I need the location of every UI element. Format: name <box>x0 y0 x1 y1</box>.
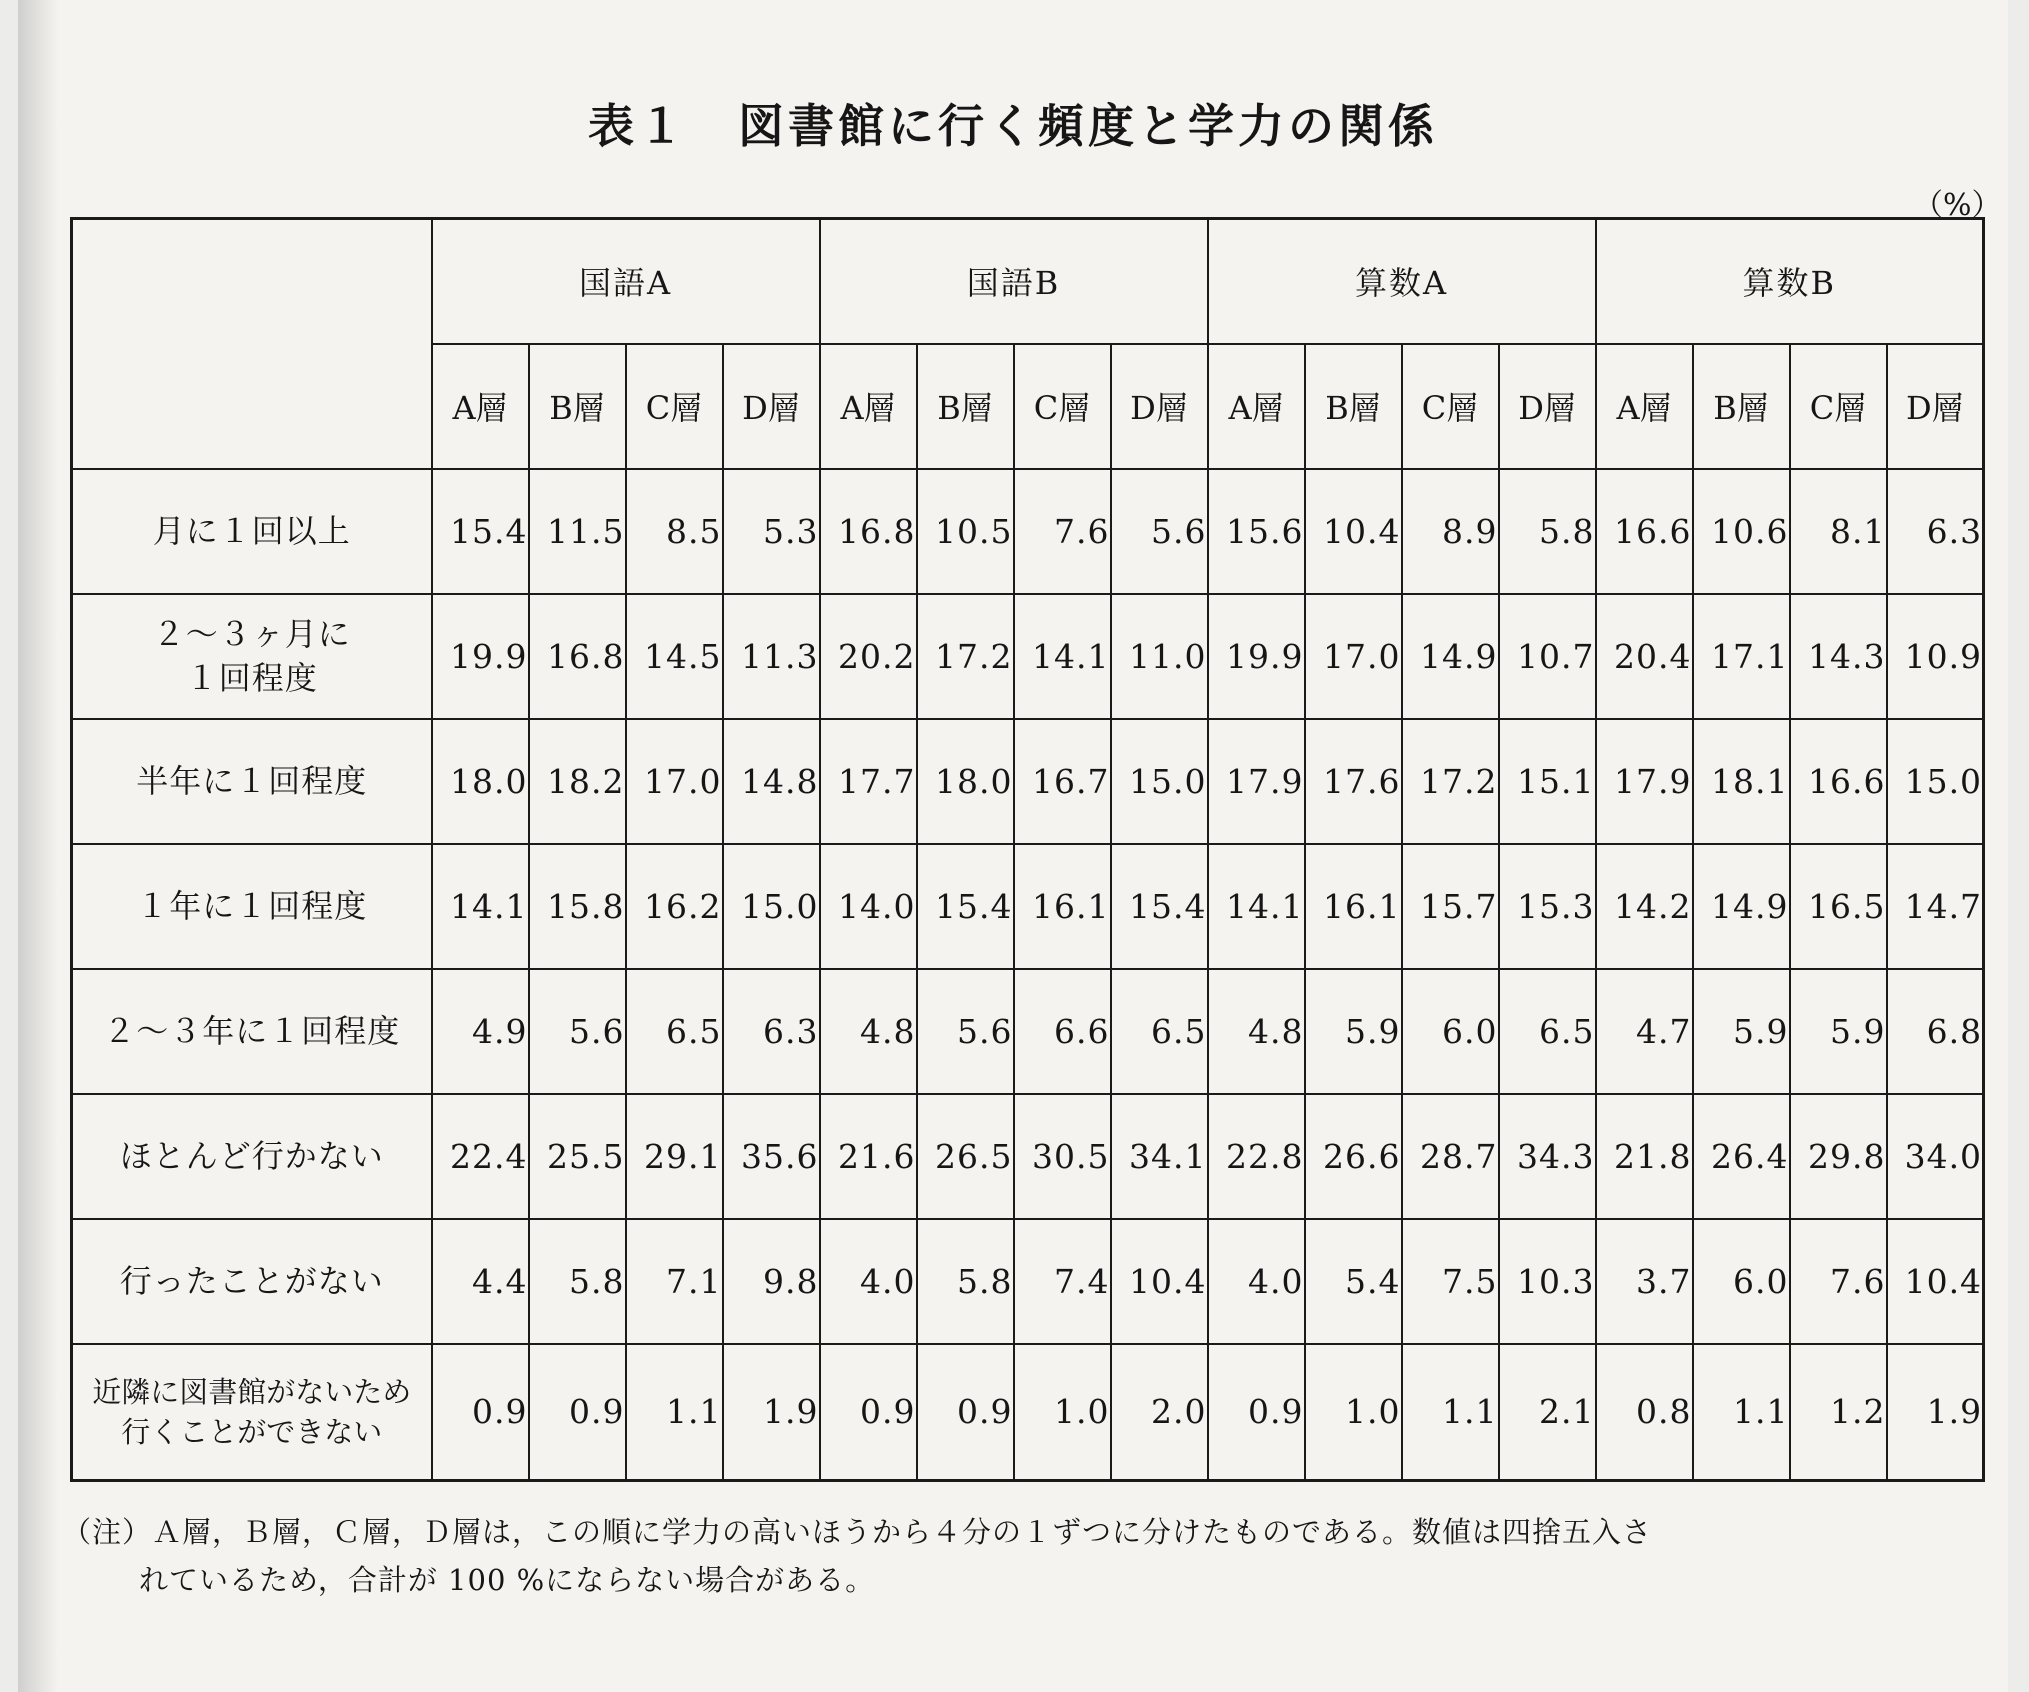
value-cell: 1.1 <box>1402 1344 1499 1481</box>
subject-header: 算数B <box>1596 219 1984 344</box>
value-cell: 14.0 <box>820 844 917 969</box>
value-cell: 0.9 <box>432 1344 529 1481</box>
value-cell: 20.2 <box>820 594 917 719</box>
value-cell: 17.0 <box>1305 594 1402 719</box>
row-label: 行ったことがない <box>72 1219 432 1344</box>
row-label: 月に１回以上 <box>72 469 432 594</box>
value-cell: 18.0 <box>432 719 529 844</box>
value-cell: 6.8 <box>1887 969 1984 1094</box>
layer-header: A層 <box>1208 344 1305 469</box>
data-table <box>70 217 1985 1482</box>
value-cell: 8.9 <box>1402 469 1499 594</box>
value-cell: 14.1 <box>432 844 529 969</box>
value-cell: 16.1 <box>1305 844 1402 969</box>
value-cell: 4.7 <box>1596 969 1693 1094</box>
layer-header: C層 <box>1790 344 1887 469</box>
value-cell: 17.1 <box>1693 594 1790 719</box>
value-cell: 15.1 <box>1499 719 1596 844</box>
value-cell: 17.9 <box>1208 719 1305 844</box>
value-cell: 16.6 <box>1596 469 1693 594</box>
value-cell: 7.6 <box>1014 469 1111 594</box>
value-cell: 25.5 <box>529 1094 626 1219</box>
row-label: 半年に１回程度 <box>72 719 432 844</box>
subject-header: 国語B <box>820 219 1208 344</box>
value-cell: 10.5 <box>917 469 1014 594</box>
layer-header: B層 <box>1693 344 1790 469</box>
corner-cell <box>72 219 432 469</box>
value-cell: 5.3 <box>723 469 820 594</box>
value-cell: 1.1 <box>1693 1344 1790 1481</box>
value-cell: 6.0 <box>1693 1219 1790 1344</box>
value-cell: 15.4 <box>917 844 1014 969</box>
value-cell: 14.3 <box>1790 594 1887 719</box>
table-row <box>72 1344 1984 1481</box>
table-row <box>72 969 1984 1094</box>
value-cell: 15.0 <box>1111 719 1208 844</box>
table-row <box>72 1094 1984 1219</box>
row-label: 近隣に図書館がないため 行くことができない <box>72 1344 432 1481</box>
value-cell: 5.6 <box>529 969 626 1094</box>
layer-header: C層 <box>1402 344 1499 469</box>
value-cell: 10.4 <box>1305 469 1402 594</box>
value-cell: 16.8 <box>529 594 626 719</box>
value-cell: 17.0 <box>626 719 723 844</box>
value-cell: 19.9 <box>1208 594 1305 719</box>
value-cell: 22.4 <box>432 1094 529 1219</box>
value-cell: 21.8 <box>1596 1094 1693 1219</box>
value-cell: 15.7 <box>1402 844 1499 969</box>
value-cell: 0.8 <box>1596 1344 1693 1481</box>
value-cell: 4.0 <box>820 1219 917 1344</box>
value-cell: 17.6 <box>1305 719 1402 844</box>
value-cell: 18.2 <box>529 719 626 844</box>
value-cell: 10.3 <box>1499 1219 1596 1344</box>
subject-header-row <box>72 219 1984 344</box>
value-cell: 14.5 <box>626 594 723 719</box>
value-cell: 4.8 <box>1208 969 1305 1094</box>
value-cell: 20.4 <box>1596 594 1693 719</box>
value-cell: 5.4 <box>1305 1219 1402 1344</box>
value-cell: 8.5 <box>626 469 723 594</box>
value-cell: 26.4 <box>1693 1094 1790 1219</box>
layer-header: D層 <box>1499 344 1596 469</box>
value-cell: 10.7 <box>1499 594 1596 719</box>
value-cell: 11.5 <box>529 469 626 594</box>
value-cell: 18.1 <box>1693 719 1790 844</box>
value-cell: 17.2 <box>1402 719 1499 844</box>
value-cell: 5.9 <box>1693 969 1790 1094</box>
value-cell: 6.0 <box>1402 969 1499 1094</box>
value-cell: 2.0 <box>1111 1344 1208 1481</box>
table-body <box>72 469 1984 1481</box>
value-cell: 10.4 <box>1111 1219 1208 1344</box>
value-cell: 14.2 <box>1596 844 1693 969</box>
value-cell: 8.1 <box>1790 469 1887 594</box>
value-cell: 29.1 <box>626 1094 723 1219</box>
value-cell: 1.0 <box>1305 1344 1402 1481</box>
layer-header: B層 <box>529 344 626 469</box>
value-cell: 1.0 <box>1014 1344 1111 1481</box>
table-title: 表１ 図書館に行く頻度と学力の関係 <box>588 99 1438 153</box>
layer-header: D層 <box>1887 344 1984 469</box>
value-cell: 10.9 <box>1887 594 1984 719</box>
value-cell: 35.6 <box>723 1094 820 1219</box>
value-cell: 29.8 <box>1790 1094 1887 1219</box>
value-cell: 21.6 <box>820 1094 917 1219</box>
layer-header: C層 <box>1014 344 1111 469</box>
value-cell: 15.3 <box>1499 844 1596 969</box>
value-cell: 6.5 <box>626 969 723 1094</box>
value-cell: 15.6 <box>1208 469 1305 594</box>
value-cell: 28.7 <box>1402 1094 1499 1219</box>
value-cell: 11.3 <box>723 594 820 719</box>
value-cell: 17.9 <box>1596 719 1693 844</box>
unit-label: （%） <box>1913 188 2002 223</box>
value-cell: 0.9 <box>529 1344 626 1481</box>
table-row <box>72 469 1984 594</box>
value-cell: 14.1 <box>1208 844 1305 969</box>
value-cell: 7.1 <box>626 1219 723 1344</box>
footnote-line-2: れているため，合計が 100 %にならない場合がある。 <box>139 1563 876 1597</box>
value-cell: 14.1 <box>1014 594 1111 719</box>
table-row <box>72 594 1984 719</box>
value-cell: 5.9 <box>1305 969 1402 1094</box>
value-cell: 34.3 <box>1499 1094 1596 1219</box>
value-cell: 2.1 <box>1499 1344 1596 1481</box>
value-cell: 5.8 <box>1499 469 1596 594</box>
document-page <box>18 0 2008 1692</box>
page-edge-shadow <box>18 0 58 1692</box>
value-cell: 5.9 <box>1790 969 1887 1094</box>
value-cell: 30.5 <box>1014 1094 1111 1219</box>
value-cell: 7.6 <box>1790 1219 1887 1344</box>
row-label: ２～３年に１回程度 <box>72 969 432 1094</box>
row-label: ２～３ヶ月に １回程度 <box>72 594 432 719</box>
value-cell: 4.8 <box>820 969 917 1094</box>
value-cell: 4.9 <box>432 969 529 1094</box>
subject-header: 算数A <box>1208 219 1596 344</box>
value-cell: 26.6 <box>1305 1094 1402 1219</box>
value-cell: 7.4 <box>1014 1219 1111 1344</box>
table-row <box>72 719 1984 844</box>
value-cell: 3.7 <box>1596 1219 1693 1344</box>
value-cell: 16.5 <box>1790 844 1887 969</box>
value-cell: 7.5 <box>1402 1219 1499 1344</box>
table-row <box>72 1219 1984 1344</box>
value-cell: 15.8 <box>529 844 626 969</box>
footnote-line-1: （注）Ａ層，Ｂ層，Ｃ層，Ｄ層は，この順に学力の高いほうから４分の１ずつに分けたものである。数値は四捨五入さ <box>62 1515 1653 1549</box>
value-cell: 5.6 <box>1111 469 1208 594</box>
value-cell: 34.0 <box>1887 1094 1984 1219</box>
value-cell: 4.4 <box>432 1219 529 1344</box>
value-cell: 16.7 <box>1014 719 1111 844</box>
table-row <box>72 844 1984 969</box>
value-cell: 15.4 <box>1111 844 1208 969</box>
subject-header: 国語A <box>432 219 820 344</box>
value-cell: 14.9 <box>1693 844 1790 969</box>
row-label: ほとんど行かない <box>72 1094 432 1219</box>
value-cell: 16.6 <box>1790 719 1887 844</box>
value-cell: 15.0 <box>723 844 820 969</box>
row-label: １年に１回程度 <box>72 844 432 969</box>
layer-header: B層 <box>1305 344 1402 469</box>
value-cell: 22.8 <box>1208 1094 1305 1219</box>
value-cell: 16.1 <box>1014 844 1111 969</box>
value-cell: 6.6 <box>1014 969 1111 1094</box>
value-cell: 11.0 <box>1111 594 1208 719</box>
value-cell: 10.6 <box>1693 469 1790 594</box>
layer-header: B層 <box>917 344 1014 469</box>
layer-header: D層 <box>1111 344 1208 469</box>
value-cell: 1.9 <box>1887 1344 1984 1481</box>
value-cell: 19.9 <box>432 594 529 719</box>
layer-header: A層 <box>432 344 529 469</box>
value-cell: 16.8 <box>820 469 917 594</box>
value-cell: 6.5 <box>1111 969 1208 1094</box>
value-cell: 26.5 <box>917 1094 1014 1219</box>
layer-header: D層 <box>723 344 820 469</box>
footnote <box>62 1508 1982 1604</box>
value-cell: 14.8 <box>723 719 820 844</box>
value-cell: 5.8 <box>917 1219 1014 1344</box>
value-cell: 6.3 <box>1887 469 1984 594</box>
layer-header: A層 <box>1596 344 1693 469</box>
value-cell: 9.8 <box>723 1219 820 1344</box>
value-cell: 10.4 <box>1887 1219 1984 1344</box>
value-cell: 17.7 <box>820 719 917 844</box>
value-cell: 14.7 <box>1887 844 1984 969</box>
value-cell: 4.0 <box>1208 1219 1305 1344</box>
value-cell: 16.2 <box>626 844 723 969</box>
value-cell: 34.1 <box>1111 1094 1208 1219</box>
value-cell: 0.9 <box>820 1344 917 1481</box>
value-cell: 18.0 <box>917 719 1014 844</box>
layer-header: A層 <box>820 344 917 469</box>
value-cell: 6.3 <box>723 969 820 1094</box>
value-cell: 14.9 <box>1402 594 1499 719</box>
value-cell: 15.4 <box>432 469 529 594</box>
value-cell: 5.6 <box>917 969 1014 1094</box>
value-cell: 0.9 <box>1208 1344 1305 1481</box>
value-cell: 5.8 <box>529 1219 626 1344</box>
value-cell: 1.2 <box>1790 1344 1887 1481</box>
value-cell: 0.9 <box>917 1344 1014 1481</box>
value-cell: 6.5 <box>1499 969 1596 1094</box>
value-cell: 17.2 <box>917 594 1014 719</box>
value-cell: 15.0 <box>1887 719 1984 844</box>
value-cell: 1.1 <box>626 1344 723 1481</box>
value-cell: 1.9 <box>723 1344 820 1481</box>
layer-header: C層 <box>626 344 723 469</box>
